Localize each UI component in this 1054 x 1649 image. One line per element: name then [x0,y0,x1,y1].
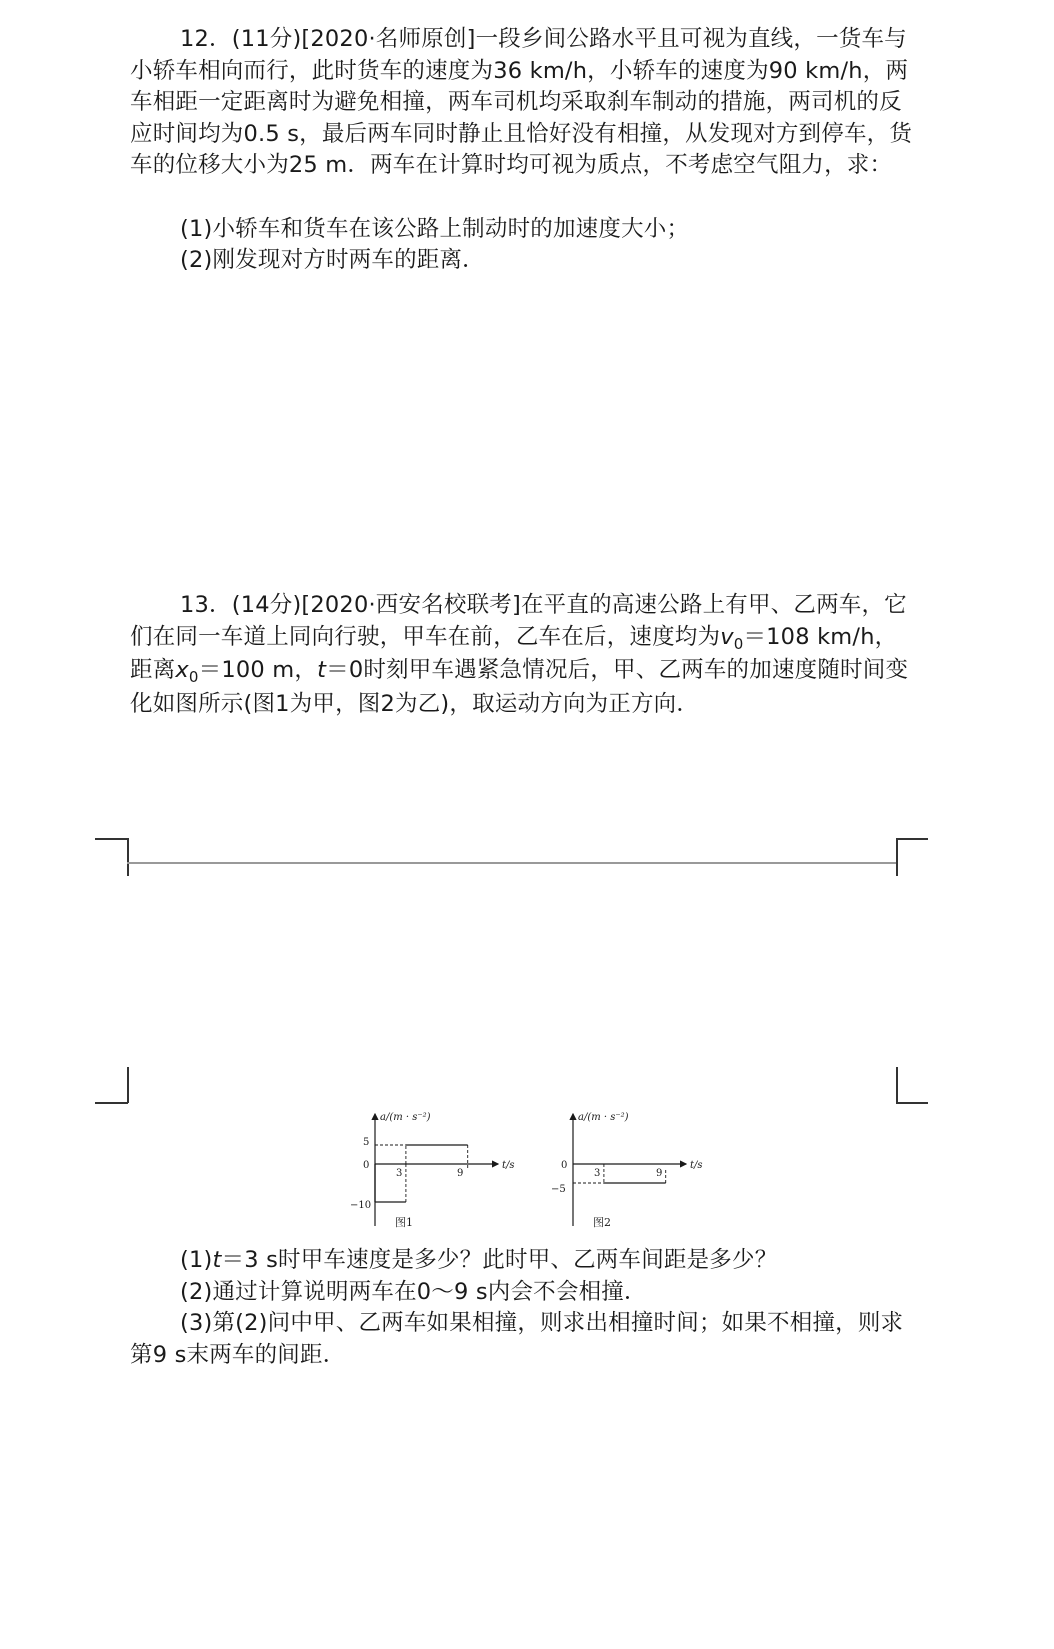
x-subscript: 0 [188,668,199,686]
crop-mark-bl-v [127,1067,129,1103]
fig1-ylabel: a/(m · s⁻²) [380,1112,431,1123]
crop-mark-tl-v [127,838,129,876]
problem-13-question-2: (2)通过计算说明两车在0～9 s内会不会相撞． [180,1279,647,1305]
x-symbol: x [175,657,189,683]
crop-mark-tl-h [95,838,127,840]
fig1-tick-0: 0 [363,1160,370,1171]
fig1-tick-3: 3 [396,1168,403,1179]
v-subscript: 0 [733,634,744,653]
stem-text-2: ＝108 km/h，距离 [130,623,898,683]
q1-t-symbol: t [212,1247,222,1273]
stem-text-1: 13．(14分)[2020·西安名校联考]在平直的高速公路上有甲、乙两车，它们在同一车道上同向行驶，甲车在前，乙车在后，速度均为 [130,592,907,650]
v-symbol: v [720,623,734,650]
q1-text: ＝3 s时甲车速度是多少？此时甲、乙两车间距是多少？ [221,1247,778,1273]
problem-12-question-2: (2)刚发现对方时两车的距离． [180,247,485,273]
q1-prefix: (1) [180,1247,213,1273]
fig2-xlabel: t/s [690,1160,703,1171]
fig1-tick-9: 9 [457,1168,464,1179]
crop-mark-bl-h [95,1102,128,1104]
fig1-tick-5: 5 [363,1137,370,1148]
crop-mark-br-v [896,1067,898,1103]
page-divider [127,862,897,864]
problem-13-stem [130,590,920,720]
figure-2-acceleration-graph [548,1108,728,1233]
problem-12-question-1: (1)小轿车和货车在该公路上制动时的加速度大小； [180,216,690,242]
crop-mark-br-h [896,1102,928,1104]
problem-13-question-1 [130,1245,920,1277]
fig2-caption: 图2 [593,1216,611,1229]
fig1-data-marks [375,1145,468,1202]
fig1-xlabel: t/s [502,1160,515,1171]
stem-text-4: ＝0时刻甲车遇紧急情况后，甲、乙两车的加速度随时间变化如图所示(图1为甲，图2为乙)，取运动方向为正方向． [130,657,909,717]
fig2-tick-0: 0 [561,1160,568,1171]
fig2-tick-m5: −5 [551,1184,566,1195]
fig2-tick-3: 3 [594,1168,601,1179]
fig1-caption: 图1 [395,1216,413,1229]
t-symbol: t [317,657,327,683]
fig2-data-marks [573,1164,666,1183]
stem-text-3: ＝100 m， [198,657,318,683]
fig1-tick-m10: −10 [350,1200,372,1211]
problem-13-question-3: (3)第(2)问中甲、乙两车如果相撞，则求出相撞时间；如果不相撞，则求第9 s末两车的间距． [130,1310,904,1368]
fig2-tick-9: 9 [656,1168,663,1179]
crop-mark-tr-h [896,838,928,840]
figure-1-acceleration-graph [350,1108,540,1233]
crop-mark-tr-v [896,838,898,876]
problem-12-stem: 12．(11分)[2020·名师原创]一段乡间公路水平且可视为直线，一货车与小轿车相向而行，此时货车的速度为36 km/h，小轿车的速度为90 km/h，两车相距一定距离时为避免相撞，两车司机均采取刹车制动的措施，两司机的反应时间均为0.5 s，最后两车同时静止且恰好没有相撞，从发现对方到停车，货车的位移大小为25 m．两车在计算时均可视为质点，不考虑空气阻力，求： [130,26,913,178]
fig2-ylabel: a/(m · s⁻²) [578,1112,629,1123]
